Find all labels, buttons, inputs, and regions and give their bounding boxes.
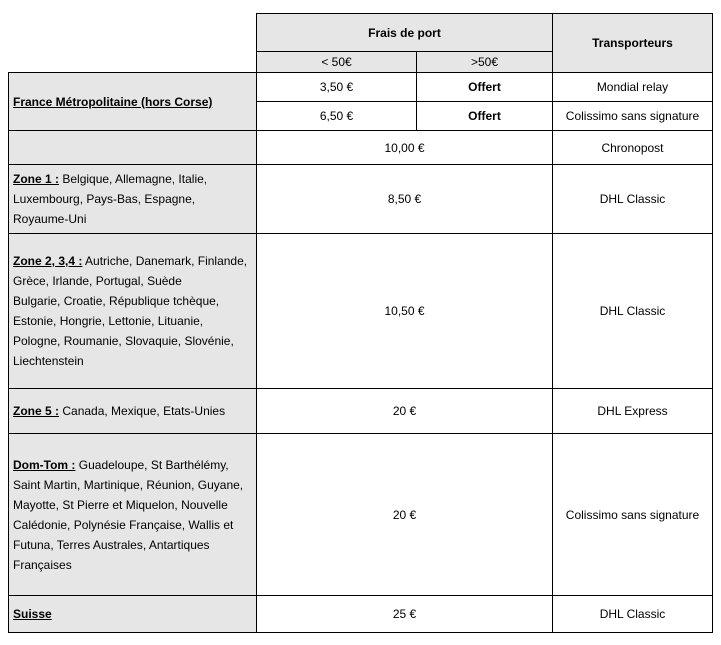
row-label-zone234: [9, 234, 257, 389]
row-label-zone5: [9, 389, 257, 434]
france-colissimo-over: Offert: [417, 102, 553, 131]
zone1-countries: Belgique, Allemagne, Italie, Luxembourg, Pays-Bas, Espagne, Royaume-Uni: [13, 172, 208, 226]
france-label: France Métropolitaine (hors Corse): [13, 94, 213, 109]
domtom-label: Dom-Tom :: [13, 457, 76, 472]
suisse-label: Suisse: [13, 607, 52, 621]
row-label-suisse: [9, 596, 257, 633]
france-mondial-under: 3,50 €: [257, 73, 417, 102]
zone234-carrier: DHL Classic: [553, 234, 713, 389]
france-colissimo-under: 6,50 €: [257, 102, 417, 131]
domtom-countries: Guadeloupe, St Barthélémy, Saint Martin, Martinique, Réunion, Guyane, Mayotte, St Pierre et Miquelon, Nouvelle Calédonie, Polynésie Française, Wallis et Futuna, Terres Australes, Antartiques Françaises: [13, 457, 244, 572]
zone234-countries-line2: Bulgarie, Croatie, République tchèque, Estonie, Hongrie, Lettonie, Lituanie, Pologne, Roumanie, Slovaquie, Slovénie, Liechtenstein: [13, 294, 234, 368]
france-colissimo-carrier: Colissimo sans signature: [553, 102, 713, 131]
header-under-50: < 50€: [257, 52, 417, 73]
france-chrono-empty-label: [9, 131, 257, 165]
zone5-label: Zone 5 :: [13, 404, 60, 418]
france-mondial-carrier: Mondial relay: [553, 73, 713, 102]
suisse-price: 25 €: [257, 596, 553, 633]
zone1-carrier: DHL Classic: [553, 165, 713, 234]
shipping-rates-table: [8, 13, 713, 633]
zone5-price: 20 €: [257, 389, 553, 434]
header-empty-cell-2: [9, 52, 257, 73]
zone1-price: 8,50 €: [257, 165, 553, 234]
header-transporteurs: Transporteurs: [553, 14, 713, 73]
row-label-zone1: [9, 165, 257, 234]
france-mondial-over: Offert: [417, 73, 553, 102]
row-label-domtom: [9, 434, 257, 596]
zone5-countries: Canada, Mexique, Etats-Unies: [59, 404, 226, 418]
domtom-carrier: Colissimo sans signature: [553, 434, 713, 596]
zone234-label: Zone 2, 3,4 :: [13, 254, 83, 268]
zone1-label: Zone 1 :: [13, 172, 60, 186]
zone234-price: 10,50 €: [257, 234, 553, 389]
row-label-france: [9, 73, 257, 131]
france-chrono-carrier: Chronopost: [553, 131, 713, 165]
header-frais-de-port: Frais de port: [257, 14, 553, 52]
domtom-price: 20 €: [257, 434, 553, 596]
zone5-carrier: DHL Express: [553, 389, 713, 434]
zone234-countries-line1: Autriche, Danemark, Finlande, Grèce, Irlande, Portugal, Suède: [13, 254, 248, 288]
suisse-carrier: DHL Classic: [553, 596, 713, 633]
header-empty-cell: [9, 14, 257, 52]
header-over-50: >50€: [417, 52, 553, 73]
france-chrono-price: 10,00 €: [257, 131, 553, 165]
